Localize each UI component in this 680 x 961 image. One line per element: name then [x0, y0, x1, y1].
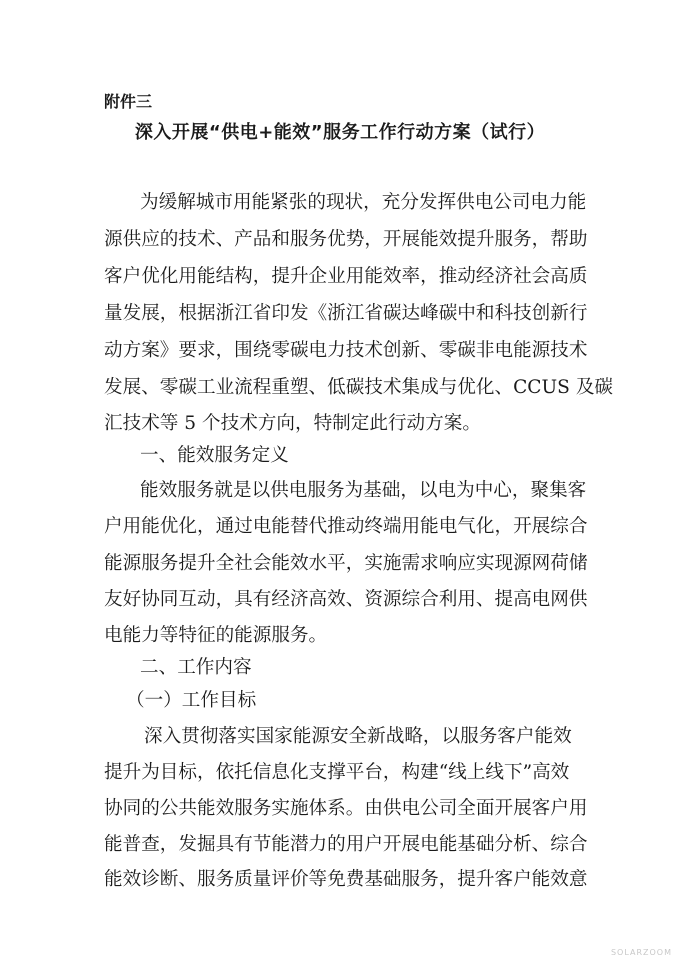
- paragraph-line: 量发展，根据浙江省印发《浙江省碳达峰碳中和科技创新行: [104, 303, 588, 324]
- paragraph-line: 汇技术等 5 个技术方向，特制定此行动方案。: [104, 413, 481, 434]
- paragraph-line: 能效服务就是以供电服务为基础，以电为中心，聚集客: [140, 480, 587, 501]
- paragraph-line: 电能力等特征的能源服务。: [104, 625, 328, 646]
- paragraph-line: 户用能优化，通过电能替代推动终端用能电气化，开展综合: [104, 516, 588, 537]
- attachment-label: 附件三: [104, 92, 153, 111]
- paragraph-line: 发展、零碳工业流程重塑、低碳技术集成与优化、CCUS 及碳: [104, 377, 614, 398]
- section-heading: 二、工作内容: [140, 657, 252, 678]
- paragraph-line: 能源服务提升全社会能效水平，实施需求响应实现源网荷储: [104, 553, 588, 574]
- paragraph-line: 协同的公共能效服务实施体系。由供电公司全面开展客户用: [104, 798, 588, 819]
- paragraph-line: 深入贯彻落实国家能源安全新战略，以服务客户能效: [144, 726, 572, 747]
- paragraph-line: 源供应的技术、产品和服务优势，开展能效提升服务，帮助: [104, 229, 588, 250]
- paragraph-line: 提升为目标，依托信息化支撑平台，构建“线上线下”高效: [104, 762, 570, 783]
- paragraph-line: 能效诊断、服务质量评价等免费基础服务，提升客户能效意: [104, 869, 588, 890]
- paragraph-line: 动方案》要求，围绕零碳电力技术创新、零碳非电能源技术: [104, 340, 588, 361]
- paragraph-line: 友好协同互动，具有经济高效、资源综合利用、提高电网供: [104, 589, 588, 610]
- paragraph-line: 能普查，发掘具有节能潜力的用户开展电能基础分析、综合: [104, 834, 588, 855]
- paragraph-line: 客户优化用能结构，提升企业用能效率，推动经济社会高质: [104, 266, 588, 287]
- watermark: SOLARZOOM: [610, 948, 672, 957]
- subsection-heading: （一）工作目标: [126, 690, 257, 711]
- paragraph-line: 为缓解城市用能紧张的现状，充分发挥供电公司电力能: [140, 192, 587, 213]
- section-heading: 一、能效服务定义: [140, 445, 289, 466]
- document-title: 深入开展“供电+能效”服务工作行动方案（试行）: [134, 122, 546, 143]
